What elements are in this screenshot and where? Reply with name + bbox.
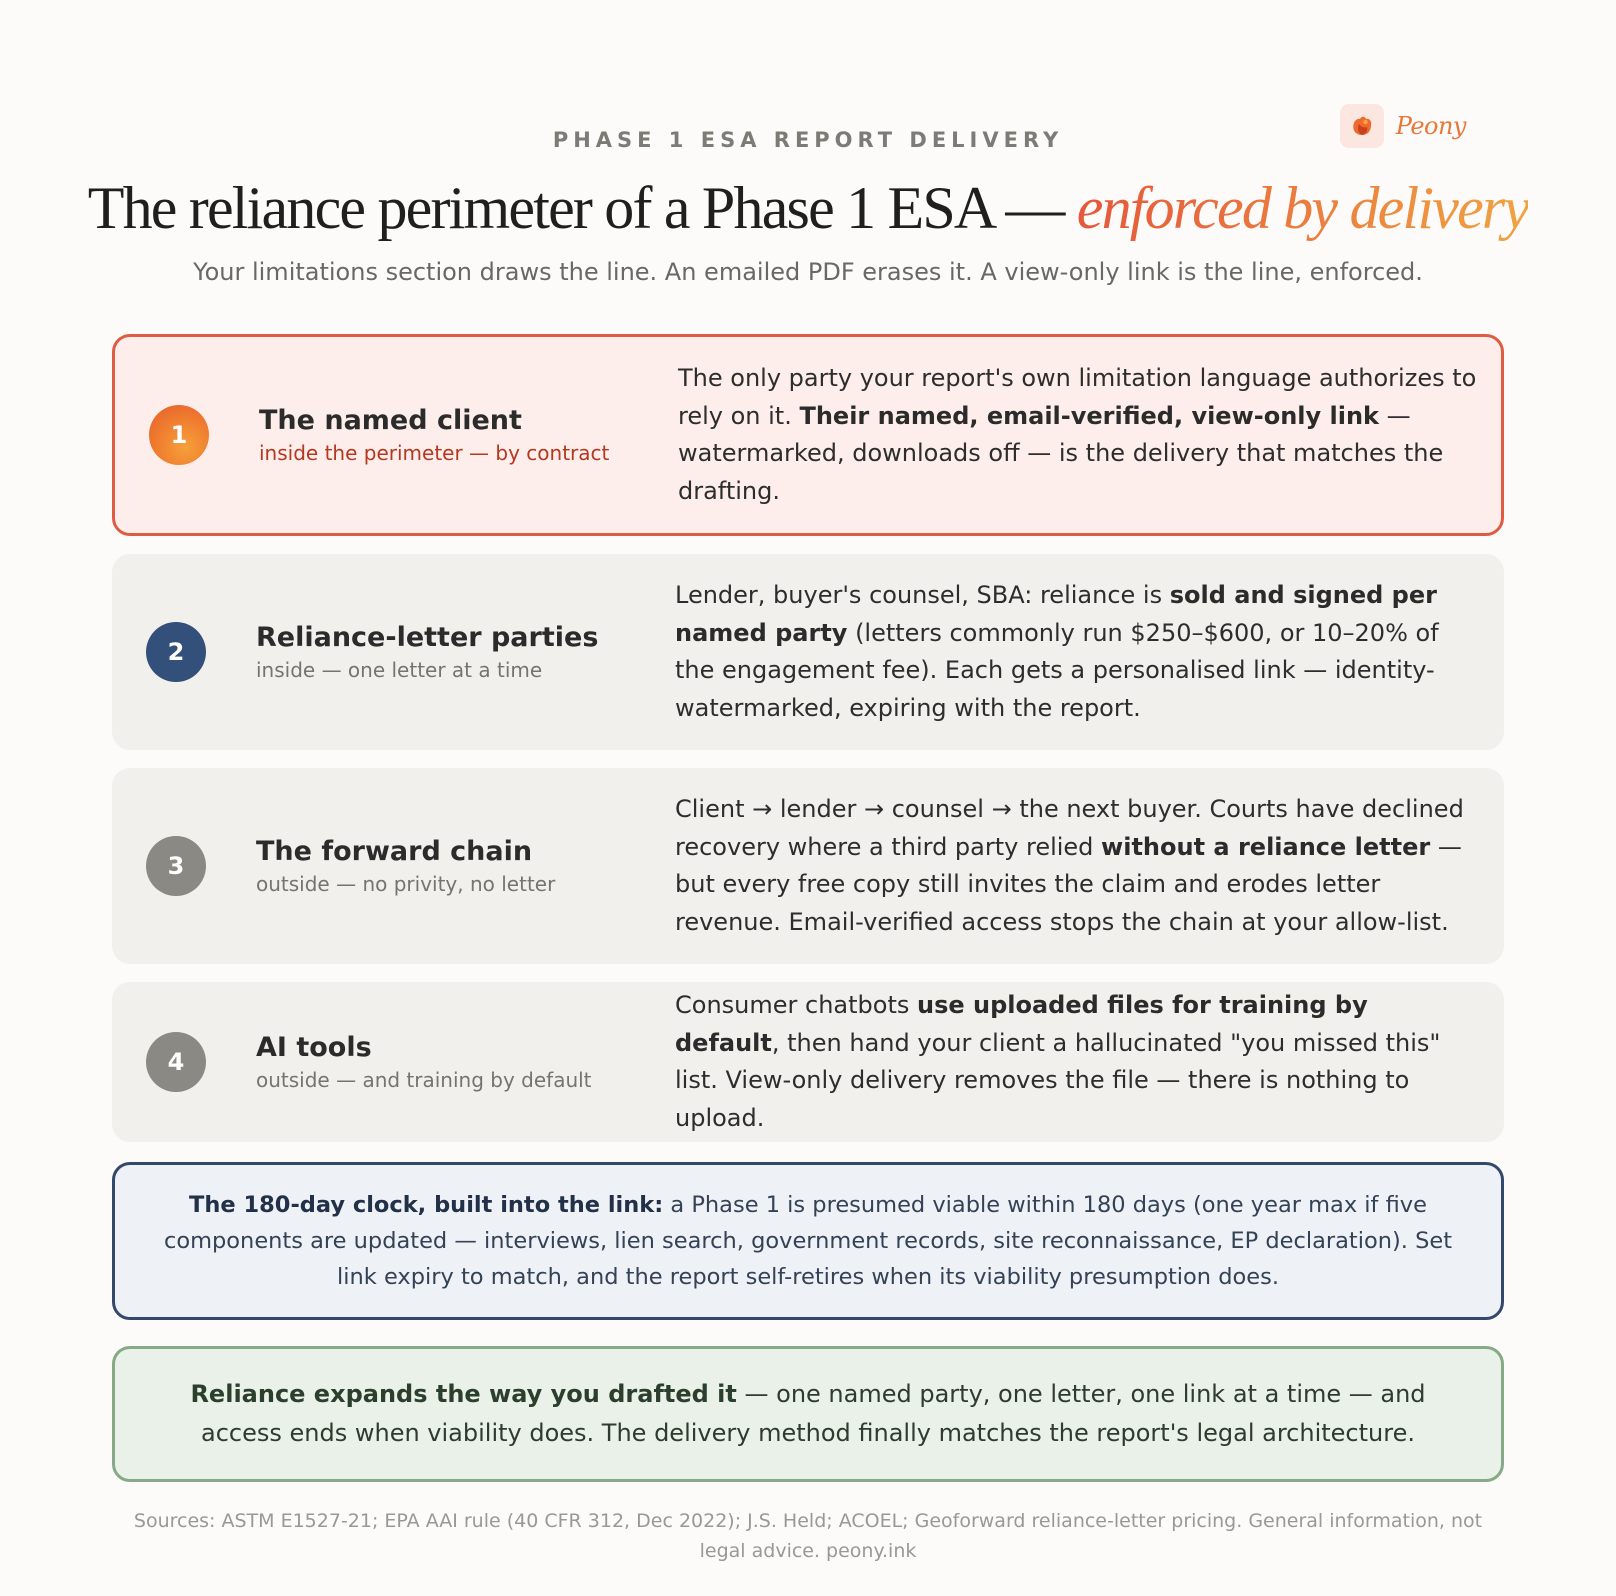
desc-text: (letters commonly run $250–$600, or 10–20% of the engagement fee). Each gets a personalised link — identity-watermarked, expiring with the report. [675,618,1439,722]
card-description [675,577,1475,727]
step-badge: 3 [146,836,206,896]
summary-note-heading: Reliance expands the way you drafted it [190,1380,737,1408]
card-description [678,360,1478,510]
desc-text: , then hand your client a hallucinated "you missed this" list. View-only delivery removes the file — there is nothing to upload. [675,1028,1441,1132]
card-subtitle: inside the perimeter — by contract [259,441,610,465]
clock-note-heading: The 180-day clock, built into the link: [189,1192,664,1218]
desc-emphasis: without a reliance letter [1101,832,1431,861]
card-subtitle: inside — one letter at a time [256,658,543,682]
step-badge: 1 [149,405,209,465]
step-badge: 4 [146,1032,206,1092]
card-label [256,834,555,898]
eyebrow: PHASE 1 ESA REPORT DELIVERY [552,128,1064,152]
card-title: The forward chain [256,836,533,867]
desc-text: The only party your report's own limitation language authorizes to rely on it. [678,364,1477,430]
card-label [259,403,609,467]
step-badge: 2 [146,622,206,682]
card-named-client [112,334,1504,536]
desc-text: Client → lender → counsel → the next buyer. Courts have declined recovery where a third party relied [675,795,1464,861]
summary-note [112,1346,1504,1482]
page-title [0,172,1616,244]
desc-emphasis: Their named, email-verified, view-only link [799,401,1380,430]
card-subtitle: outside — and training by default [256,1068,592,1092]
page-subtitle: Your limitations section draws the line. An emailed PDF erases it. A view-only link is the line, enforced. [193,258,1423,286]
card-title: Reliance-letter parties [256,622,599,653]
desc-text: — but every free copy still invites the claim and erodes letter revenue. Email-verified access stops the chain at your allow-list. [675,832,1462,936]
card-description [675,987,1475,1137]
clock-note [112,1162,1504,1320]
title-main: The reliance perimeter of a Phase 1 ESA — [87,175,1077,241]
card-label [256,1030,592,1094]
clock-note-text: a Phase 1 is presumed viable within 180 days (one year max if five components are updated — interviews, lien search, government records, site reconnaissance, EP declaration). Set link expiry to match, and the report self-retires when its viability presumption does. [163,1192,1453,1290]
card-title: The named client [259,405,522,436]
desc-text: — watermarked, downloads off — is the delivery that matches the drafting. [678,401,1444,505]
desc-text: Consumer chatbots [675,991,917,1019]
desc-text: Lender, buyer's counsel, SBA: reliance is [675,581,1170,609]
card-reliance-letter-parties [112,554,1504,750]
card-description [675,791,1475,941]
title-accent: enforced by delivery [1076,175,1529,241]
desc-emphasis: sold and signed per named party [675,581,1437,647]
card-forward-chain [112,768,1504,964]
sources-footer: Sources: ASTM E1527-21; EPA AAI rule (40 CFR 312, Dec 2022); J.S. Held; ACOEL; Geoforward reliance-letter pricing. General information, not legal advice. peony.ink [133,1510,1483,1562]
summary-note-text: — one named party, one letter, one link at a time — and access ends when viability does. The delivery method finally matches the report's legal architecture. [201,1380,1426,1447]
card-ai-tools [112,982,1504,1142]
card-label [256,620,598,684]
card-subtitle: outside — no privity, no letter [256,872,556,896]
desc-emphasis: use uploaded files for training by default [675,991,1368,1057]
card-title: AI tools [256,1032,372,1063]
brand-name: Peony [1395,112,1466,140]
